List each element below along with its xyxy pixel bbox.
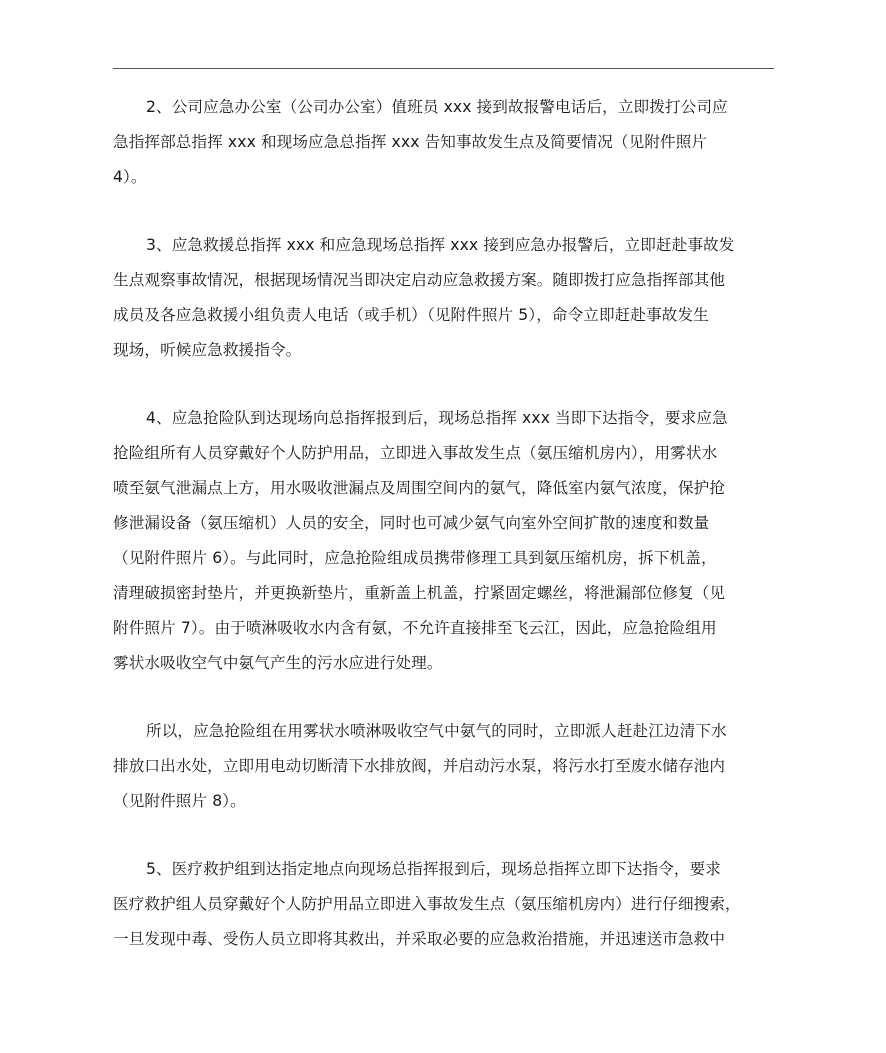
text-line: 清理破损密封垫片，并更换新垫片，重新盖上机盖，拧紧固定螺丝，将泄漏部位修复（见 [113, 584, 726, 602]
text-line: 抢险组所有人员穿戴好个人防护用品，立即进入事故发生点（氨压缩机房内），用雾状水 [113, 444, 718, 462]
paragraph-5 [113, 852, 775, 957]
text-line: 医疗救护组人员穿戴好个人防护用品立即进入事故发生点（氨压缩机房内）进行仔细搜索， [113, 895, 741, 913]
text-line: 雾状水吸收空气中氨气产生的污水应进行处理。 [113, 654, 443, 672]
text-line: 所以，应急抢险组在用雾状水喷淋吸收空气中氨气的同时，立即派人赶赴江边清下水 [146, 722, 727, 740]
paragraph-4 [113, 401, 775, 681]
text-line: 4）。 [113, 168, 147, 186]
text-line: 生点观察事故情况，根据现场情况当即决定启动应急救援方案。随即拨打应急指挥部其他 [113, 271, 726, 289]
document-body [113, 90, 775, 990]
text-line: 2、公司应急办公室（公司办公室）值班员 xxx 接到故报警电话后，立即拨打公司应 [146, 98, 728, 116]
paragraph-followup [113, 714, 775, 819]
text-line: 喷至氨气泄漏点上方，用水吸收泄漏点及周围空间内的氨气，降低室内氨气浓度，保护抢 [113, 479, 726, 497]
text-line: 排放口出水处，立即用电动切断清下水排放阀，并启动污水泵，将污水打至废水储存池内 [113, 757, 726, 775]
text-line: 3、应急救援总指挥 xxx 和应急现场总指挥 xxx 接到应急办报警后，立即赶赴事故发 [146, 236, 735, 254]
text-line: 4、应急抢险队到达现场向总指挥报到后，现场总指挥 xxx 当即下达指令，要求应急 [146, 409, 728, 427]
paragraph-3 [113, 228, 775, 368]
text-line: 附件照片 7）。由于喷淋吸收水内含有氨，不允许直接排至飞云江，因此，应急抢险组用 [113, 619, 717, 637]
header-rule [113, 68, 774, 69]
text-line: 现场，听候应急救援指令。 [113, 341, 302, 359]
text-line: （见附件照片 8）。 [113, 792, 246, 810]
text-line: （见附件照片 6）。与此同时，应急抢险组成员携带修理工具到氨压缩机房，拆下机盖， [113, 549, 717, 567]
text-line: 修泄漏设备（氨压缩机）人员的安全，同时也可减少氨气向室外空间扩散的速度和数量 [113, 514, 710, 532]
text-line: 5、医疗救护组到达指定地点向现场总指挥报到后，现场总指挥立即下达指令，要求 [146, 860, 721, 878]
text-line: 一旦发现中毒、受伤人员立即将其救出，并采取必要的应急救治措施，并迅速送市急救中 [113, 930, 726, 948]
paragraph-2 [113, 90, 775, 195]
text-line: 成员及各应急救援小组负责人电话（或手机）（见附件照片 5），命令立即赶赴事故发生 [113, 306, 709, 324]
text-line: 急指挥部总指挥 xxx 和现场应急总指挥 xxx 告知事故发生点及简要情况（见附件照片 [113, 133, 708, 151]
